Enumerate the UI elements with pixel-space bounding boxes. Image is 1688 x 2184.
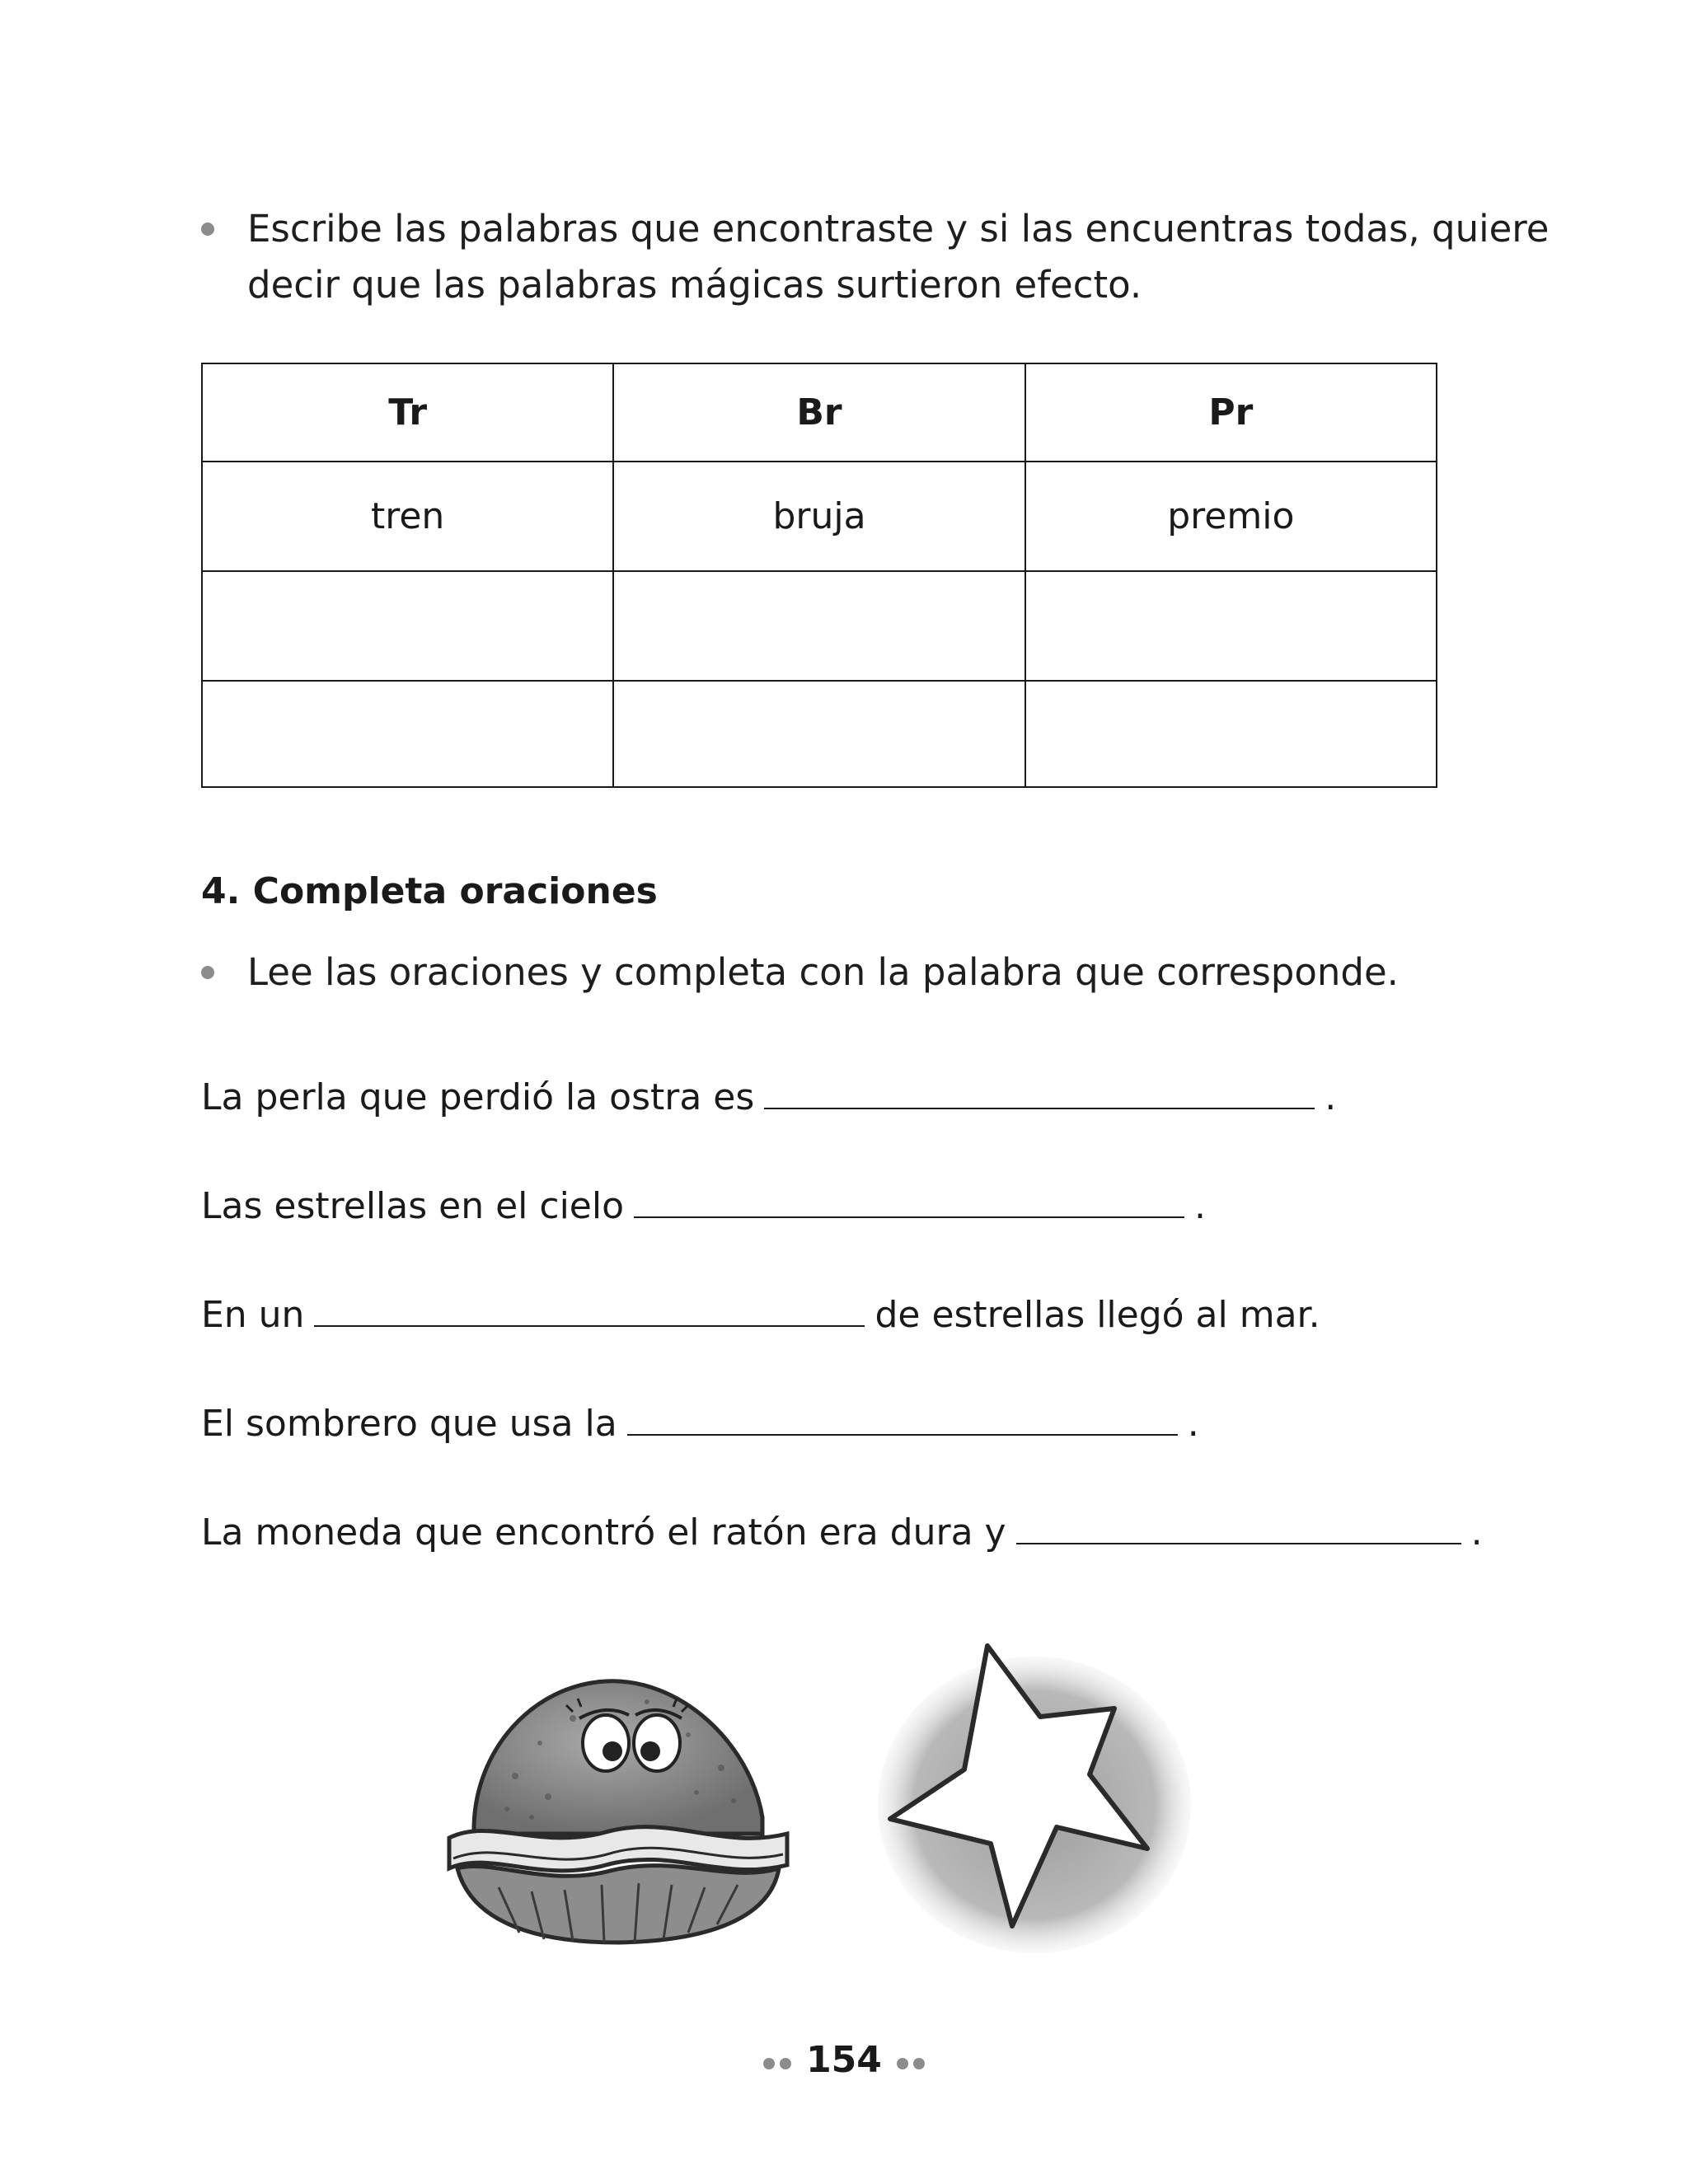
bullet-dot: [201, 223, 214, 236]
fill-blank[interactable]: [764, 1075, 1315, 1109]
sentence-end: .: [1187, 1403, 1199, 1445]
sentence-1: [201, 1073, 1336, 1122]
table-cell: premio: [1025, 462, 1437, 571]
instruction-line-1: Escribe las palabras que encontraste y si las encuentras todas, quiere: [247, 207, 1550, 251]
table-cell: bruja: [613, 462, 1025, 571]
star-illustration: [865, 1628, 1195, 1957]
oyster-illustration: [441, 1652, 795, 1949]
table-header-br: Br: [613, 363, 1025, 462]
page-number-dots-right: [894, 2037, 927, 2087]
table-row: [202, 462, 1437, 571]
table-header-row: [202, 363, 1437, 462]
sentence-5: [201, 1508, 1483, 1558]
sentence-2: [201, 1182, 1206, 1231]
sentence-3: [201, 1291, 1320, 1340]
table-row: [202, 681, 1437, 787]
sentence-text: La moneda que encontró el ratón era dura y: [201, 1511, 1006, 1554]
table-cell-empty[interactable]: [202, 681, 613, 787]
sentence-4: [201, 1399, 1199, 1449]
page-number-dots-left: [761, 2037, 794, 2087]
sentence-end: .: [1325, 1076, 1337, 1118]
section-instruction: Lee las oraciones y completa con la palabra que corresponde.: [247, 950, 1399, 994]
sentence-end: .: [1470, 1511, 1483, 1554]
page-number: [0, 2036, 1688, 2087]
word-table: [201, 363, 1437, 788]
table-cell-empty[interactable]: [202, 571, 613, 681]
table-header-tr: Tr: [202, 363, 613, 462]
fill-blank[interactable]: [1016, 1510, 1461, 1544]
table-cell-empty[interactable]: [613, 681, 1025, 787]
instruction-line-2: decir que las palabras mágicas surtieron efecto.: [247, 263, 1142, 307]
section-title: 4. Completa oraciones: [201, 870, 658, 912]
fill-blank[interactable]: [627, 1401, 1178, 1436]
sentence-text: Las estrellas en el cielo: [201, 1185, 625, 1227]
sentence-text: En un: [201, 1294, 305, 1336]
table-row: [202, 571, 1437, 681]
sentence-text-after: de estrellas llegó al mar.: [874, 1294, 1320, 1336]
table-cell-empty[interactable]: [1025, 571, 1437, 681]
bullet-dot: [201, 966, 214, 979]
sentence-text: El sombrero que usa la: [201, 1403, 617, 1445]
table-header-pr: Pr: [1025, 363, 1437, 462]
fill-blank[interactable]: [314, 1292, 865, 1327]
instruction-text: [247, 201, 1549, 313]
page-number-value: 154: [806, 2039, 882, 2081]
fill-blank[interactable]: [634, 1183, 1184, 1218]
table-cell: tren: [202, 462, 613, 571]
sentence-end: .: [1194, 1185, 1207, 1227]
table-cell-empty[interactable]: [1025, 681, 1437, 787]
sentence-text: La perla que perdió la ostra es: [201, 1076, 755, 1118]
table-cell-empty[interactable]: [613, 571, 1025, 681]
